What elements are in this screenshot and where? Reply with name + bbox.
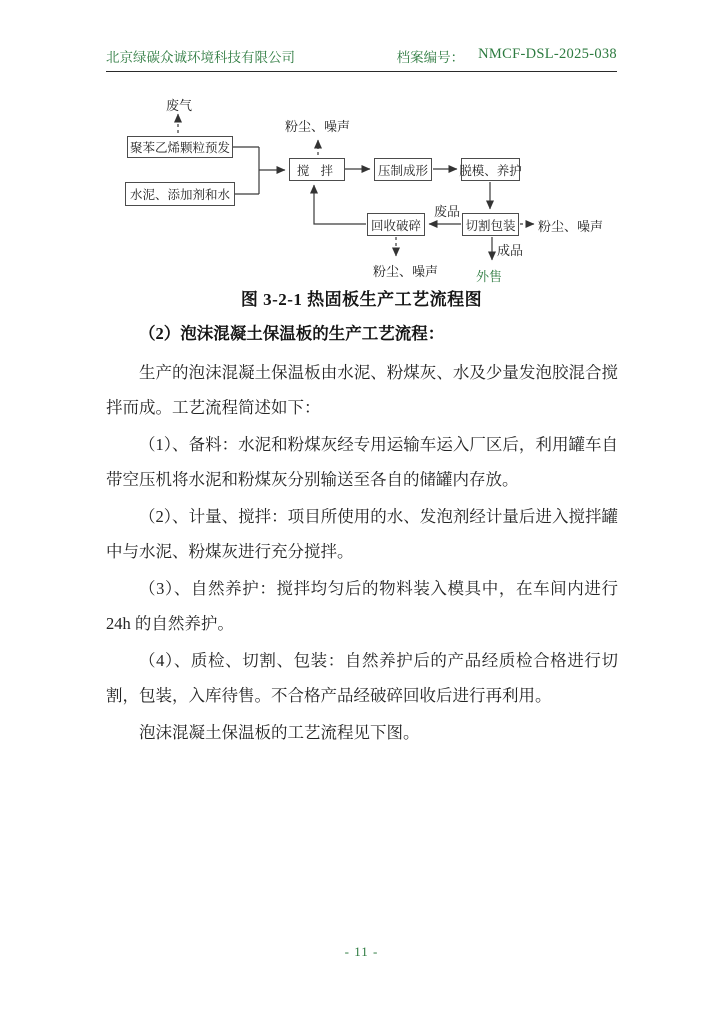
paragraph-outro: 泡沫混凝土保温板的工艺流程见下图。 xyxy=(139,723,420,742)
paragraph-step-4: （4）、质检、切割、包装：自然养护后的产品经质检合格进行切割，包装，入库待售。不合格产品经破碎回收后进行再利用。 xyxy=(106,651,618,705)
flow-box-cutting-packaging: 切割包装 xyxy=(462,213,519,236)
paragraph-step-3: （3）、自然养护：搅拌均匀后的物料装入模具中，在车间内进行 24h 的自然养护。 xyxy=(106,579,618,633)
flow-box-press-forming: 压制成形 xyxy=(374,158,432,181)
arrow-recycle-to-mixing xyxy=(314,185,366,224)
label-waste-gas: 废气 xyxy=(166,98,193,113)
archive-number: NMCF-DSL-2025-038 xyxy=(478,46,617,62)
section-heading: （2）泡沫混凝土保温板的生产工艺流程： xyxy=(139,324,445,343)
flow-box-demolding-curing: 脱模、养护 xyxy=(461,158,520,181)
page-number: - 11 - xyxy=(344,944,379,959)
archive-number-group xyxy=(397,46,617,66)
figure-caption: 图 3-2-1 热固板生产工艺流程图 xyxy=(240,290,483,309)
label-sold-outside: 外售 xyxy=(476,269,503,284)
archive-label: 档案编号： xyxy=(396,50,465,65)
label-finished-product: 成品 xyxy=(497,243,524,258)
flowchart-connectors xyxy=(0,85,723,285)
flow-box-polystyrene-pre-expansion: 聚苯乙烯颗粒预发 xyxy=(127,136,233,158)
flow-box-recycle-crushing: 回收破碎 xyxy=(367,213,425,236)
flow-box-mixing: 搅 拌 xyxy=(289,158,345,181)
page-header xyxy=(106,46,617,72)
label-dust-noise-bottom: 粉尘、噪声 xyxy=(373,264,439,279)
label-scrap: 废品 xyxy=(434,204,461,219)
paragraph-step-2: （2）、计量、搅拌：项目所使用的水、发泡剂经计量后进入搅拌罐中与水泥、粉煤灰进行充分搅拌。 xyxy=(106,507,618,561)
paragraph-step-1: （1）、备料：水泥和粉煤灰经专用运输车运入厂区后，利用罐车自带空压机将水泥和粉煤灰分别输送至各自的储罐内存放。 xyxy=(106,435,618,489)
label-dust-noise-right: 粉尘、噪声 xyxy=(538,219,604,234)
connector-bracket xyxy=(233,147,259,194)
label-dust-noise-top: 粉尘、噪声 xyxy=(285,119,351,134)
company-name: 北京绿碳众诚环境科技有限公司 xyxy=(106,50,295,65)
body-content xyxy=(106,316,618,752)
paragraph-intro: 生产的泡沫混凝土保温板由水泥、粉煤灰、水及少量发泡胶混合搅拌而成。工艺流程简述如下： xyxy=(106,363,618,417)
flow-box-cement-additives-water: 水泥、添加剂和水 xyxy=(125,182,235,206)
